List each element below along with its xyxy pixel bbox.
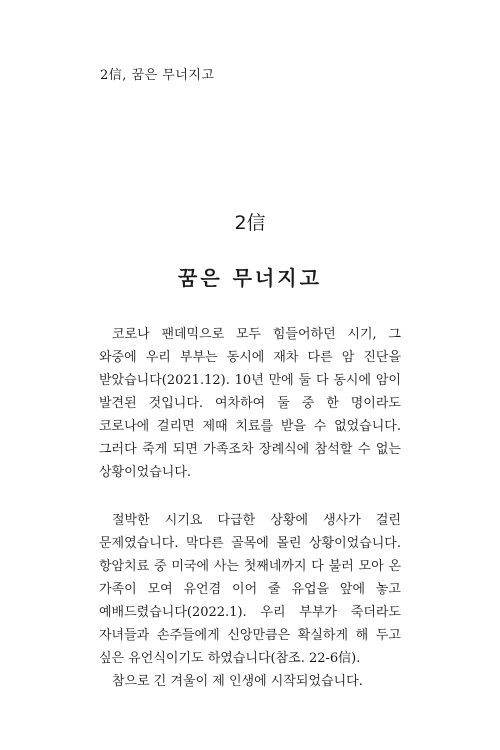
running-header: 2信, 꿈은 무너지고 xyxy=(100,68,215,83)
chapter-title: 꿈은 무너지고 xyxy=(178,266,322,290)
body-text xyxy=(99,323,401,693)
paragraph-1: 코로나 팬데믹으로 모두 힘들어하던 시기, 그 와중에 우리 부부는 동시에 재차 다른 암 진단을 받았습니다(2021.12). 10년 만에 둘 다 동시에 암이 발견된 것입니다. 여차하여 둘 중 한 명이라도 코로나에 걸리면 제때 치료를 받을 수 없었습니다. 그러다 죽게 되면 가족조차 장례식에 참석할 수 없는 상황이었습니다. xyxy=(99,327,401,480)
paragraph-2: 절박한 시기요 다급한 상황에 생사가 걸린 문제였습니다. 막다른 골목에 몰린 상황이었습니다. 항암치료 중 미국에 사는 첫째네까지 다 불러 모아 온 가족이 모여 유언겸 이어 줄 유업을 앞에 놓고 예배드렸습니다(2022.1). 우리 부부가 죽더라도 자녀들과 손주들에게 신앙만큼은 확실하게 해 두고 싶은 유언식이기도 하였습니다(참조. 22-6信). xyxy=(99,513,401,666)
chapter-number: 2信 xyxy=(234,212,266,234)
paragraph-gap xyxy=(99,484,401,509)
paragraph-3: 참으로 긴 겨울이 제 인생에 시작되었습니다. xyxy=(112,674,363,689)
